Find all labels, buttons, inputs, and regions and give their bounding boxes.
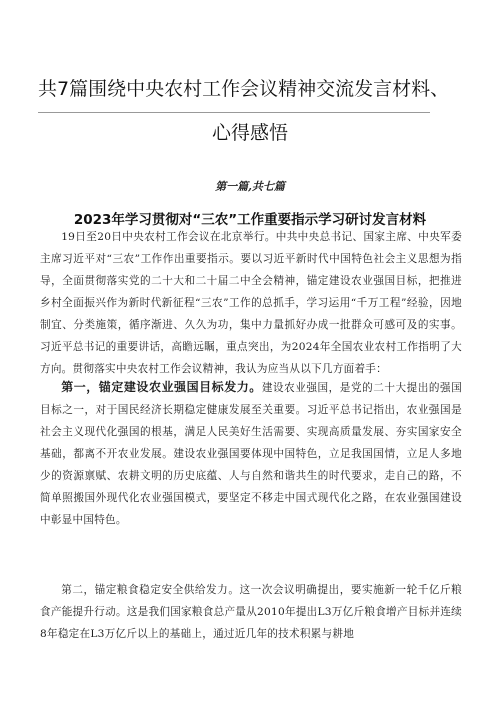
section-title: 2023年学习贯彻对“三农”工作重要指示学习研讨发言材料 [73, 212, 427, 229]
paragraph-first-point [40, 376, 462, 531]
title-underline-divider [38, 112, 430, 113]
document-title-line1: 共7篇围绕中央农村工作会议精神交流发言材料、 [38, 78, 450, 100]
section-label: 第一篇,共七篇 [215, 180, 285, 193]
paragraph-second-point-text: 第二，锚定粮食稳定安全供给发力。这一次会议明确提出，要实施新一轮千亿斤粮食产能提升行动。这是我们国家粮食总产量从2010年提出L3万亿斤粮食增产目标并连续8年稳定在L3万亿斤以上的基础上，通过近几年的技术积累与耕地 [40, 584, 462, 640]
document-title-line2: 心得感悟 [211, 122, 288, 144]
paragraph-second-point [40, 579, 462, 645]
paragraph-intro [40, 226, 462, 380]
paragraph-intro-text: 19日至20日中央农村工作会议在北京举行。中共中央总书记、国家主席、中央军委主席习近平对“三农”工作作出重要指示。要以习近平新时代中国特色社会主义思想为指导，全面贯彻落实党的二十大和二十届二中全会精神，锚定建设农业强国目标，把推进乡村全面振兴作为新时代新征程“三农”工作的总抓手，学习运用“千万工程”经验，因地制宜、分类施策，循序渐进、久久为功，集中力量抓好办成一批群众可感可及的实事。习近平总书记的重要讲话，高瞻远瞩，重点突出，为2024年全国农业农村工作指明了大方向。贯彻落实中央农村工作会议精神，我认为应当从以下几方面着手： [40, 231, 462, 375]
paragraph-first-point-text [40, 376, 462, 531]
paragraph-first-point-lead: 第一，锚定建设农业强国目标发力。 [61, 380, 262, 394]
paragraph-first-point-body: 建设农业强国，是党的二十大提出的强国目标之一，对于国民经济长期稳定健康发展至关重要。习近平总书记指出，农业强国是社会主义现代化强国的根基，满足人民美好生活需要、实现高质量发展、夯实国家安全基础，都离不开农业发展。建设农业强国要体现中国特色，立足我国国情，立足人多地少的资源禀赋、农耕文明的历史底蕴、人与自然和谐共生的时代要求，走自己的路，不简单照搬国外现代化农业强国模式，要坚定不移走中国式现代化之路，在农业强国建设中彰显中国特色。 [40, 382, 462, 526]
